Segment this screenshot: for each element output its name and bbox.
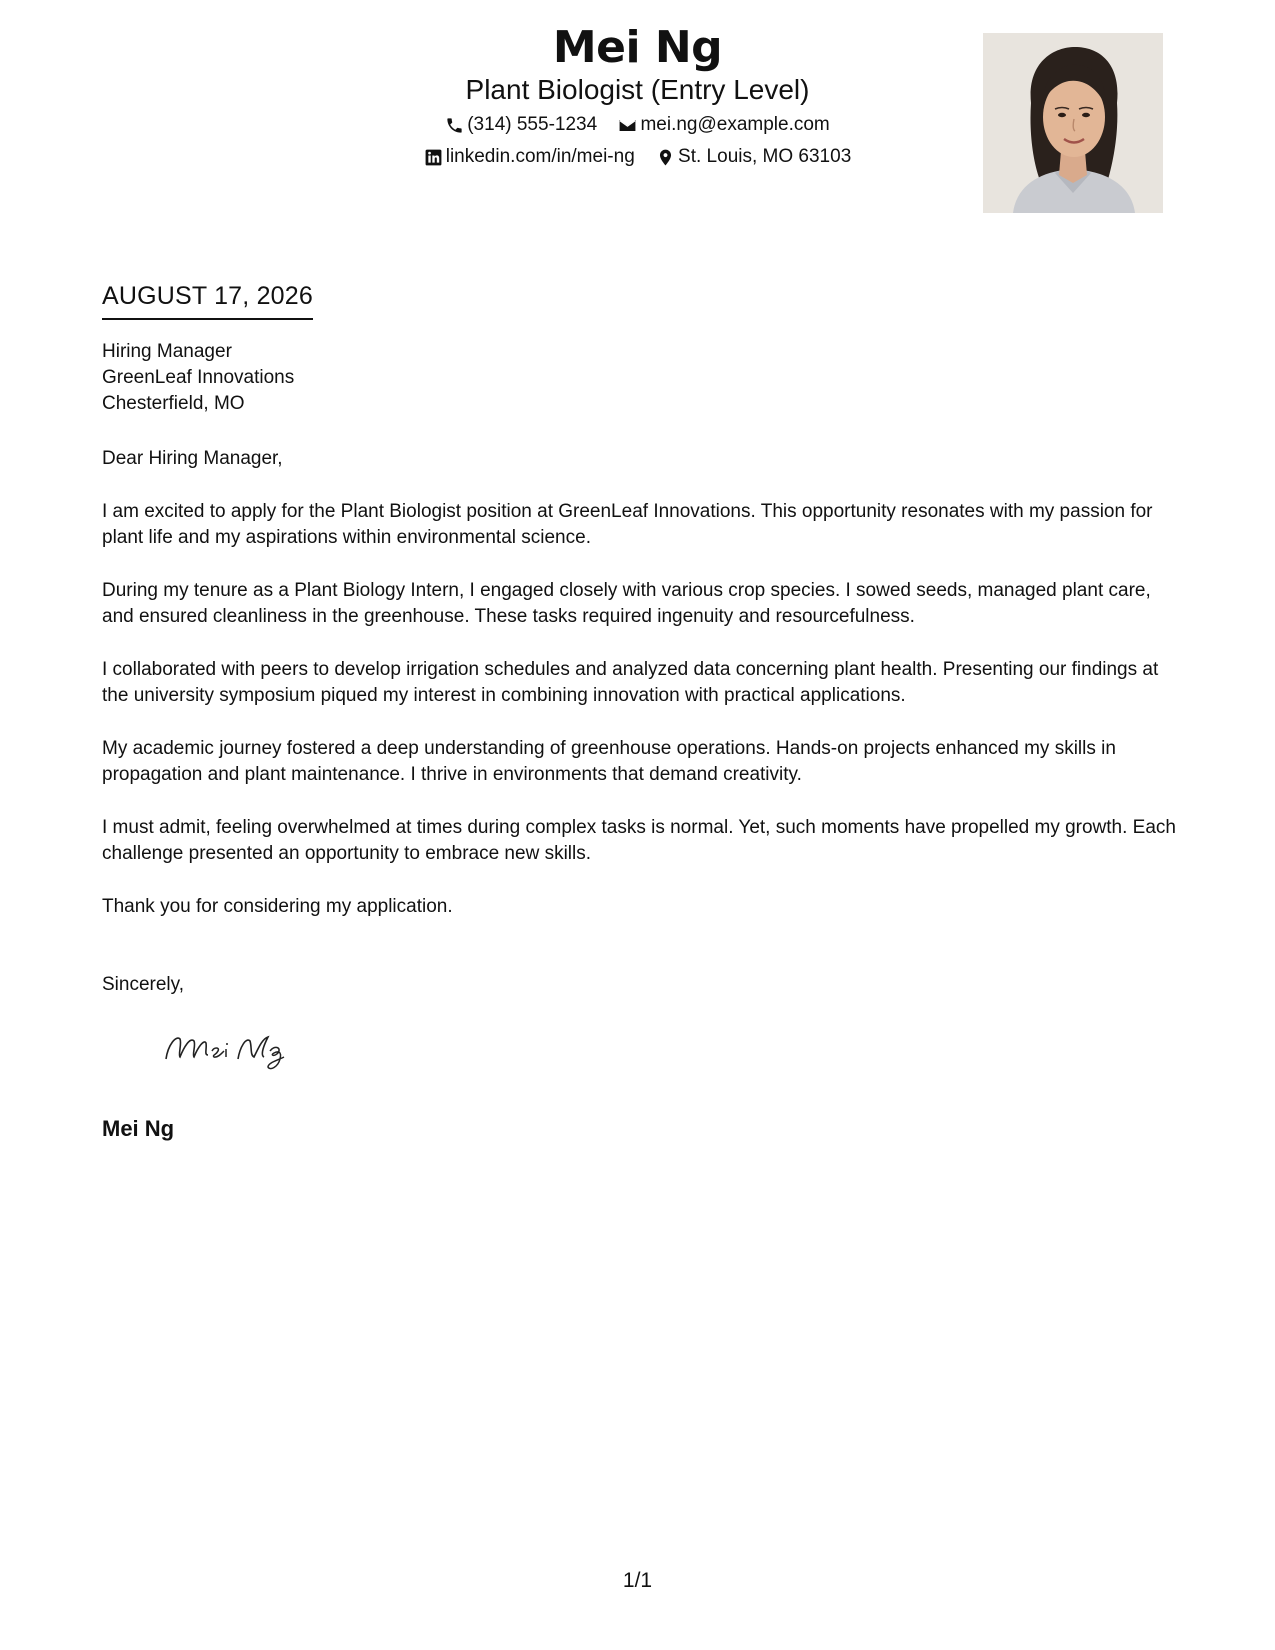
email-link[interactable]: mei.ng@example.com <box>640 114 830 135</box>
map-pin-icon <box>656 148 675 167</box>
page-number: 1/1 <box>622 1569 653 1592</box>
recipient-line: Chesterfield, MO <box>102 393 245 414</box>
recipient-line: Hiring Manager <box>102 341 232 362</box>
body-paragraph: I must admit, feeling overwhelmed at times during complex tasks is normal. Yet, such moments have propelled my growth. Each challenge presented an opportunity to embrace new skills. <box>102 817 1176 864</box>
phone-text: (314) 555-1234 <box>467 114 598 135</box>
handwritten-signature <box>160 1025 300 1075</box>
salutation: Dear Hiring Manager, <box>102 448 283 469</box>
body-paragraph: My academic journey fostered a deep understanding of greenhouse operations. Hands-on projects enhanced my skills in propagation and plant maintenance. I thrive in environments that demand creativity. <box>102 738 1116 785</box>
recipient-block <box>102 339 294 417</box>
location-contact <box>656 144 851 170</box>
letter-body <box>102 499 1182 947</box>
letter-header <box>0 0 1275 220</box>
applicant-name: Mei Ng <box>552 22 723 73</box>
linkedin-icon <box>424 148 443 167</box>
portrait-image <box>983 33 1163 213</box>
location-text: St. Louis, MO 63103 <box>678 146 852 167</box>
letter-date: AUGUST 17, 2026 <box>102 280 313 320</box>
recipient-line: GreenLeaf Innovations <box>102 367 295 388</box>
closing: Sincerely, <box>102 974 185 995</box>
email-contact[interactable] <box>618 112 829 138</box>
job-title: Plant Biologist (Entry Level) <box>465 74 810 105</box>
body-paragraph: I collaborated with peers to develop irrigation schedules and analyzed data concerning plant health. Presenting our findings at the university symposium piqued my interest in combining innovation with practical applications. <box>102 659 1159 706</box>
linkedin-contact[interactable] <box>424 144 635 170</box>
envelope-icon <box>618 116 637 135</box>
linkedin-link[interactable]: linkedin.com/in/mei-ng <box>445 146 635 167</box>
phone-icon <box>445 116 464 135</box>
body-paragraph: Thank you for considering my application. <box>102 896 453 917</box>
phone-contact <box>445 112 597 138</box>
signature-image <box>160 1025 300 1075</box>
body-paragraph: During my tenure as a Plant Biology Intern, I engaged closely with various crop species. I sowed seeds, managed plant care, and ensured cleanliness in the greenhouse. These tasks required ingenuity and resourcefulness. <box>102 580 1151 627</box>
profile-photo <box>983 33 1163 213</box>
body-paragraph: I am excited to apply for the Plant Biologist position at GreenLeaf Innovations. This opportunity resonates with my passion for plant life and my aspirations within environmental science. <box>102 501 1153 548</box>
signer-name: Mei Ng <box>102 1116 175 1141</box>
